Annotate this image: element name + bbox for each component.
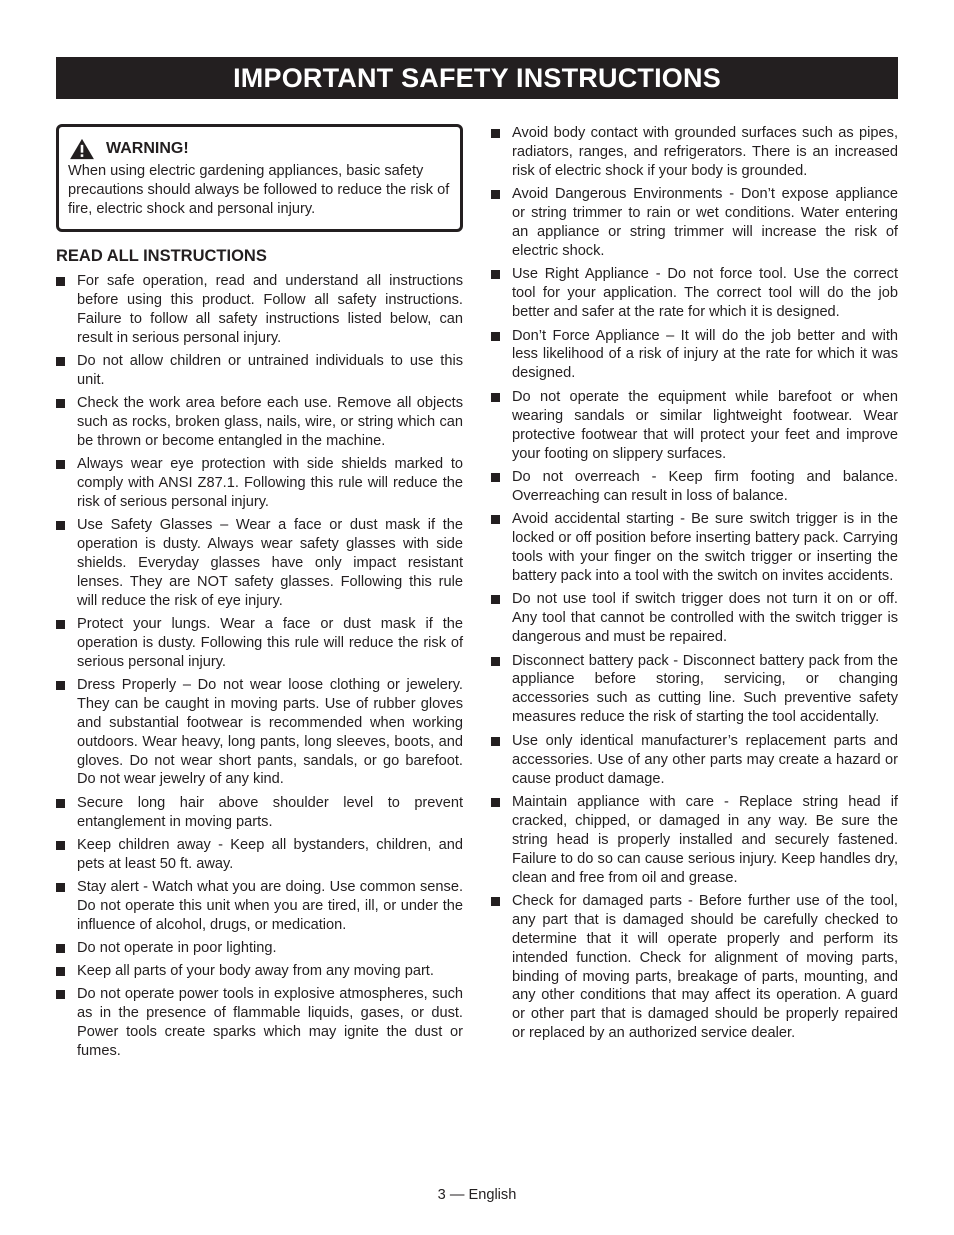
page-number: 3 — English bbox=[437, 1187, 517, 1203]
list-item: Avoid accidental starting - Be sure switch trigger is in the locked or off position before inserting battery pack. Carrying tools with your finger on the switch trigger or inserting the battery pack into a tool with the switch on invites accidents. bbox=[491, 510, 898, 586]
list-item: Do not operate in poor lighting. bbox=[56, 939, 463, 958]
left-column bbox=[56, 124, 463, 1065]
list-item: Check for damaged parts - Before further use of the tool, any part that is damaged should be carefully checked to determine that it will operate properly and perform its intended function. Check for alignment of moving parts, binding of moving parts, breakage of parts, mounting, and any other conditions that may affect its operation. A guard or other part that is damaged should be properly repaired or replaced by an authorized service dealer. bbox=[491, 892, 898, 1043]
list-item: Dress Properly – Do not wear loose clothing or jewelery. They can be caught in moving parts. Use of rubber gloves and substantial footwear is recommended when working outdoors. Wear heavy, long pants, long sleeves, boots, and gloves. Do not wear short pants, sandals, or go barefoot. Do not wear jewelry of any kind. bbox=[56, 676, 463, 789]
list-item: Do not operate power tools in explosive atmospheres, such as in the presence of flammable liquids, gases, or dust. Power tools create sparks which may ignite the dust or fumes. bbox=[56, 985, 463, 1061]
warning-box bbox=[56, 124, 463, 232]
list-item: Avoid body contact with grounded surfaces such as pipes, radiators, ranges, and refrigerators. There is an increased risk of electric shock if your body is grounded. bbox=[491, 124, 898, 181]
list-item: Maintain appliance with care - Replace string head if cracked, chipped, or damaged in any way. Be sure the string head is properly installed and securely fastened. Failure to do so can cause serious injury. Keep handles dry, clean and free from oil and grease. bbox=[491, 793, 898, 888]
list-item: Keep children away - Keep all bystanders, children, and pets at least 50 ft. away. bbox=[56, 836, 463, 874]
list-item: Do not operate the equipment while barefoot or when wearing sandals or similar lightweight footwear. Wear protective footwear that will protect your feet and improve your footing on slippery surfaces. bbox=[491, 388, 898, 464]
right-bullet-list bbox=[491, 124, 898, 1043]
left-bullet-list bbox=[56, 272, 463, 1061]
list-item: Protect your lungs. Wear a face or dust mask if the operation is dusty. Following this rule will reduce the risk of serious personal injury. bbox=[56, 615, 463, 672]
warning-text: When using electric gardening appliances, basic safety precautions should always be followed to reduce the risk of fire, electric shock and personal injury. bbox=[68, 163, 450, 217]
page-footer bbox=[0, 1186, 954, 1204]
list-item: Use Right Appliance - Do not force tool. Use the correct tool for your application. The correct tool will do the job better and safer at the rate for which it is designed. bbox=[491, 265, 898, 322]
warning-triangle-icon bbox=[68, 138, 96, 160]
list-item: Check the work area before each use. Remove all objects such as rocks, broken glass, nails, wire, or string which can be thrown or become entangled in the machine. bbox=[56, 394, 463, 451]
list-item: Stay alert - Watch what you are doing. Use common sense. Do not operate this unit when you are tired, ill, or under the influence of alcohol, drugs, or medication. bbox=[56, 878, 463, 935]
page-title-banner bbox=[56, 57, 898, 99]
section-heading: READ ALL INSTRUCTIONS bbox=[56, 247, 267, 265]
list-item: Disconnect battery pack - Disconnect battery pack from the appliance before storing, servicing, or changing accessories such as cutting line. Such preventive safety measures reduce the risk of starting the tool accidentally. bbox=[491, 652, 898, 728]
list-item: Avoid Dangerous Environments - Don’t expose appliance or string trimmer to rain or wet conditions. Water entering an appliance or string trimmer will increase the risk of electric shock. bbox=[491, 185, 898, 261]
list-item: Use only identical manufacturer’s replacement parts and accessories. Use of any other parts may create a hazard or cause product damage. bbox=[491, 732, 898, 789]
list-item: Keep all parts of your body away from any moving part. bbox=[56, 962, 463, 981]
page-title: IMPORTANT SAFETY INSTRUCTIONS bbox=[233, 63, 721, 93]
warning-header bbox=[68, 138, 451, 160]
list-item: Use Safety Glasses – Wear a face or dust mask if the operation is dusty. Always wear safety glasses with side shields. Everyday glasses have only impact resistant lenses. They are NOT safety glasses. Following this rule will reduce the risk of eye injury. bbox=[56, 516, 463, 611]
list-item: Do not overreach - Keep firm footing and balance. Overreaching can result in loss of balance. bbox=[491, 468, 898, 506]
warning-title: WARNING! bbox=[106, 140, 189, 157]
list-item: Always wear eye protection with side shields marked to comply with ANSI Z87.1. Following this rule will reduce the risk of serious personal injury. bbox=[56, 455, 463, 512]
list-item: Do not allow children or untrained individuals to use this unit. bbox=[56, 352, 463, 390]
list-item: Do not use tool if switch trigger does not turn it on or off. Any tool that cannot be controlled with the switch trigger is dangerous and must be repaired. bbox=[491, 590, 898, 647]
right-column bbox=[491, 124, 898, 1048]
list-item: Don’t Force Appliance – It will do the job better and with less likelihood of a risk of injury at the rate for which it was designed. bbox=[491, 327, 898, 384]
list-item: Secure long hair above shoulder level to prevent entanglement in moving parts. bbox=[56, 794, 463, 832]
list-item: For safe operation, read and understand all instructions before using this product. Follow all safety instructions. Failure to follow all safety instructions listed below, can result in serious personal injury. bbox=[56, 272, 463, 348]
